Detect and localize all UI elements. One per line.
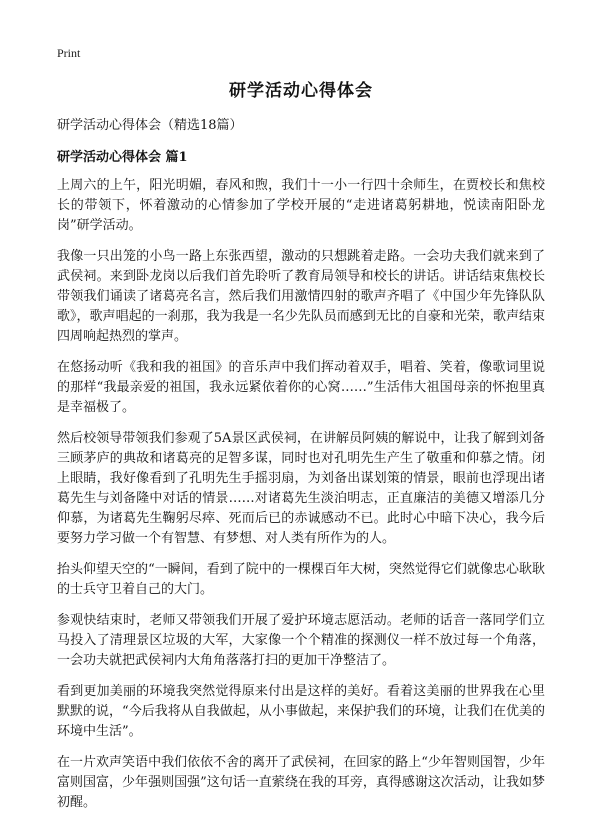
paragraph-3: 在悠扬动听《我和我的祖国》的音乐声中我们挥动着双手，唱着、笑着，像歌词里说的那样“我最亲爱的祖国，我永远紧依着你的心窝……”生活伟大祖国母亲的怀抱里真是幸福极了。 <box>57 360 545 415</box>
section-heading: 研学活动心得体会 篇1 <box>57 150 188 165</box>
paragraph-1: 上周六的上午，阳光明媚，春风和煦，我们十一小一行四十余师生，在贾校长和焦校长的带领下，怀着激动的心情参加了学校开展的“走进诸葛躬耕地，悦读南阳卧龙岗”研学活动。 <box>57 178 545 233</box>
paragraph-6: 参观快结束时，老师又带领我们开展了爱护环境志愿活动。老师的话音一落同学们立马投入了清理景区垃圾的大军，大家像一个个精准的探测仪一样不放过每一个角落，一会功夫就把武侯祠内大角角落落打扫的更加干净整洁了。 <box>57 613 545 668</box>
print-link[interactable]: Print <box>57 46 81 60</box>
paragraph-8: 在一片欢声笑语中我们依依不舍的离开了武侯祠，在回家的路上“少年智则国智，少年富则国富，少年强则国强”这句话一直萦绕在我的耳旁，真得感谢这次活动，让我如梦初醒。 <box>57 755 545 810</box>
paragraph-2: 我像一只出笼的小鸟一路上东张西望，激动的只想跳着走路。一会功夫我们就来到了武侯祠。来到卧龙岗以后我们首先聆听了教育局领导和校长的讲话。讲话结束焦校长带领我们诵读了诸葛亮名言，然后我们用激情四射的歌声齐唱了《中国少年先锋队队歌》，歌声唱起的一刹那，我为我是一名少先队员而感到无比的自豪和光荣，歌声结束四周响起热烈的掌声。 <box>57 249 545 344</box>
document-page <box>57 78 545 813</box>
page-title: 研学活动心得体会 <box>229 81 373 101</box>
paragraph-5: 抬头仰望天空的“一瞬间，看到了院中的一棵棵百年大树，突然觉得它们就像忠心耿耿的士兵守卫着自己的大门。 <box>57 562 545 597</box>
document-subtitle: 研学活动心得体会（精选18篇） <box>57 118 243 133</box>
paragraph-4: 然后校领导带领我们参观了5A景区武侯祠，在讲解员阿姨的解说中，让我了解到刘备三顾茅庐的典故和诸葛亮的足智多谋，同时也对孔明先生产生了敬重和仰慕之情。闭上眼睛，我好像看到了孔明先生手摇羽扇，为刘备出谋划策的情景，眼前也浮现出诸葛先生与刘备隆中对话的情景……对诸葛先生淡泊明志，正直廉洁的美德又增添几分仰慕，为诸葛先生鞠躬尽瘁、死而后已的赤诚感动不已。此时心中暗下决心，我今后要努力学习做一个有智慧、有梦想、对人类有所作为的人。 <box>57 431 545 546</box>
paragraph-7: 看到更加美丽的环境我突然觉得原来付出是这样的美好。看着这美丽的世界我在心里默默的说，“今后我将从自我做起，从小事做起，来保护我们的环境，让我们在优美的环境中生活”。 <box>57 684 545 739</box>
